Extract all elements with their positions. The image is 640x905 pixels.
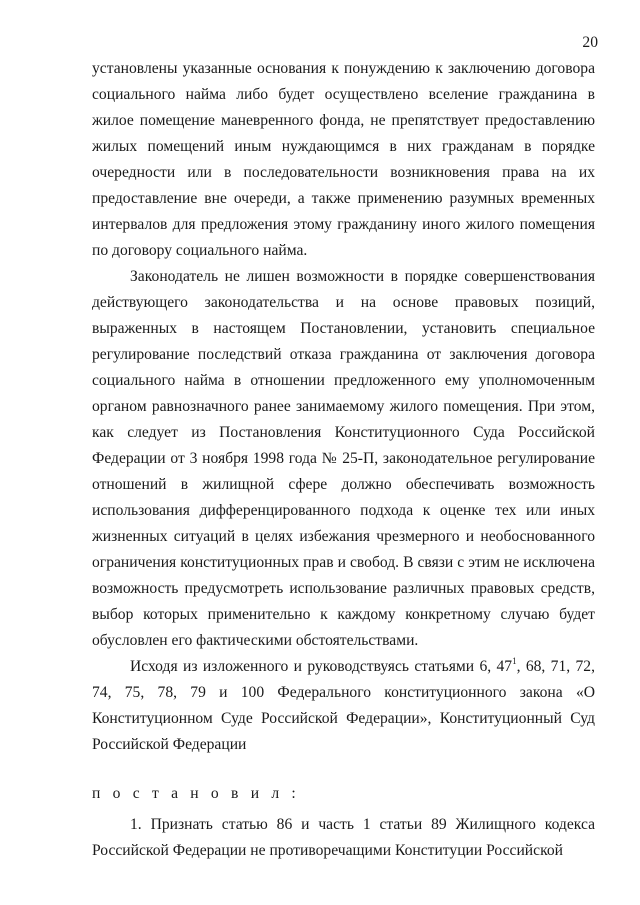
paragraph-based-on: [92, 654, 595, 758]
resolution-item-1: 1. Признать статью 86 и часть 1 статьи 89 Жилищного кодекса Российской Федерации не противоречащими Конституции Российской: [92, 816, 595, 859]
paragraph-based-on-start: Исходя из изложенного и руководствуясь статьями 6, 47: [130, 658, 513, 675]
document-body: [92, 56, 595, 864]
decree-heading: п о с т а н о в и л :: [92, 785, 300, 802]
page-number: 20: [582, 34, 598, 51]
paragraph-continuation: установлены указанные основания к понуждению к заключению договора социального найма либо будет осуществлено вселение гражданина в жилое помещение маневренного фонда, не препятствует предоставлению жилых помещений иным нуждающимся в них гражданам в порядке очередности или в последовательности возникновения права на их предоставление вне очереди, а также применению разумных временных интервалов для предложения этому гражданину иного жилого помещения по договору социального найма.: [92, 60, 595, 259]
paragraph-based-on-end: , 68, 71, 72, 74, 75, 78, 79 и 100 Федерального конституционного закона «О Конституционном Суде Российской Федерации», Конституционный Суд Российской Федерации: [92, 658, 595, 753]
superscript-mark: 1: [512, 656, 517, 666]
paragraph-legislator: Законодатель не лишен возможности в порядке совершенствования действующего законодательства и на основе правовых позиций, выраженных в настоящем Постановлении, установить специальное регулирование последствий отказа гражданина от заключения договора социального найма в отношении предложенного ему уполномоченным органом равнозначного ранее занимаемому жилого помещения. При этом, как следует из Постановления Конституционного Суда Российской Федерации от 3 ноября 1998 года № 25-П, законодательное регулирование отношений в жилищной сфере должно обеспечивать возможность использования дифференцированного подхода к оценке тех или иных жизненных ситуаций в целях избежания чрезмерного и необоснованного ограничения конституционных прав и свобод. В связи с этим не исключена возможность предусмотреть использование различных правовых средств, выбор которых применительно к каждому конкретному случаю будет обусловлен его фактическими обстоятельствами.: [92, 268, 595, 649]
